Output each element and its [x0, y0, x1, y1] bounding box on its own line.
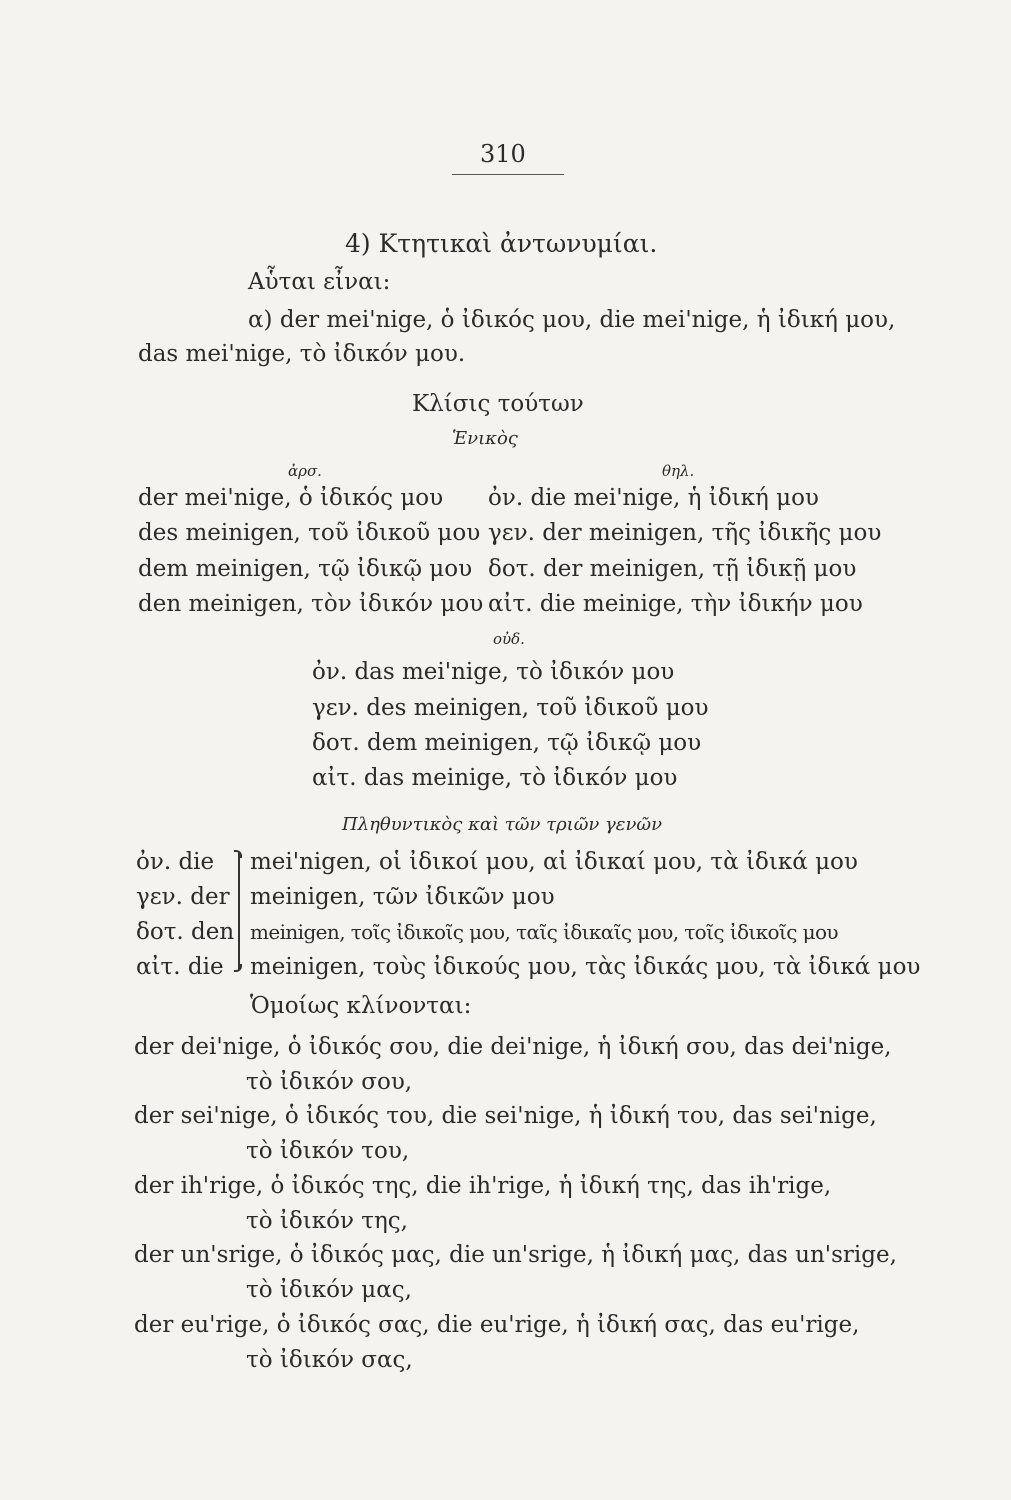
page-number-rule [452, 174, 564, 175]
plural-row: meinigen, τοὺς ἰδικούς μου, τὰς ἰδικάς μου, τὰ ἰδικά μου [250, 954, 921, 980]
plural-case-label: ὀν. die [136, 849, 215, 875]
masculine-row: der mei'nige, ὁ ἰδικός μου [138, 485, 444, 511]
similar-line-continuation: τὸ ἰδικόν σας, [246, 1347, 413, 1373]
plural-row: mei'nigen, οἱ ἰδικοί μου, αἱ ἰδικαί μου, τὰ ἰδικά μου [250, 849, 858, 875]
singular-heading: Ἑνικὸς [452, 428, 518, 449]
similar-line: der dei'nige, ὁ ἰδικός σου, die dei'nige, ἡ ἰδική σου, das dei'nige, [134, 1034, 892, 1060]
similarly-heading: Ὁμοίως κλίνονται: [250, 993, 472, 1019]
feminine-row: αἰτ. die meinige, τὴν ἰδικήν μου [488, 591, 863, 617]
similar-line-continuation: τὸ ἰδικόν μας, [246, 1277, 412, 1303]
similar-line-continuation: τὸ ἰδικόν σου, [246, 1069, 413, 1095]
page-number: 310 [480, 140, 526, 168]
plural-case-label: αἰτ. die [136, 954, 224, 980]
neuter-row: αἰτ. das meinige, τὸ ἰδικόν μου [312, 765, 678, 791]
plural-brace [238, 852, 246, 970]
masculine-row: den meinigen, τὸν ἰδικόν μου [138, 591, 484, 617]
neuter-row: γεν. des meinigen, τοῦ ἰδικοῦ μου [312, 695, 709, 721]
plural-heading: Πληθυντικὸς καὶ τῶν τριῶν γενῶν [342, 814, 663, 835]
similar-line-continuation: τὸ ἰδικόν του, [246, 1138, 410, 1164]
plural-case-label: γεν. der [136, 884, 230, 910]
similar-line: der ih'rige, ὁ ἰδικός της, die ih'rige, ἡ ἰδική της, das ih'rige, [134, 1173, 832, 1199]
declension-heading: Κλίσις τούτων [412, 391, 584, 417]
masculine-row: dem meinigen, τῷ ἰδικῷ μου [138, 556, 473, 582]
intro-line: Αὗται εἶναι: [248, 269, 391, 295]
similar-line-continuation: τὸ ἰδικόν της, [246, 1208, 408, 1234]
definition-line-2: das mei'nige, τὸ ἰδικόν μου. [138, 341, 466, 367]
definition-line-1: α) der mei'nige, ὁ ἰδικός μου, die mei'nige, ἡ ἰδική μου, [248, 307, 896, 333]
masculine-label: ἀρσ. [288, 462, 322, 480]
neuter-row: ὀν. das mei'nige, τὸ ἰδικόν μου [312, 659, 675, 685]
neuter-row: δοτ. dem meinigen, τῷ ἰδικῷ μου [312, 730, 702, 756]
similar-line: der eu'rige, ὁ ἰδικός σας, die eu'rige, ἡ ἰδική σας, das eu'rige, [134, 1312, 860, 1338]
feminine-row: ὀν. die mei'nige, ἡ ἰδική μου [488, 485, 819, 511]
feminine-label: θηλ. [662, 462, 695, 480]
plural-row: meinigen, τῶν ἰδικῶν μου [250, 884, 555, 910]
feminine-row: γεν. der meinigen, τῆς ἰδικῆς μου [488, 520, 882, 546]
similar-line: der un'srige, ὁ ἰδικός μας, die un'srige, ἡ ἰδική μας, das un'srige, [134, 1242, 897, 1268]
plural-row: meinigen, τοῖς ἰδικοῖς μου, ταῖς ἰδικαῖς μου, τοῖς ἰδικοῖς μου [250, 920, 838, 944]
neuter-label: οὐδ. [493, 630, 525, 648]
section-title: 4) Κτητικαὶ ἀντωνυμίαι. [345, 229, 658, 258]
feminine-row: δοτ. der meinigen, τῇ ἰδικῇ μου [488, 556, 857, 582]
similar-line: der sei'nige, ὁ ἰδικός του, die sei'nige, ἡ ἰδική του, das sei'nige, [134, 1103, 877, 1129]
plural-case-label: δοτ. den [136, 919, 235, 945]
masculine-row: des meinigen, τοῦ ἰδικοῦ μου [138, 520, 481, 546]
